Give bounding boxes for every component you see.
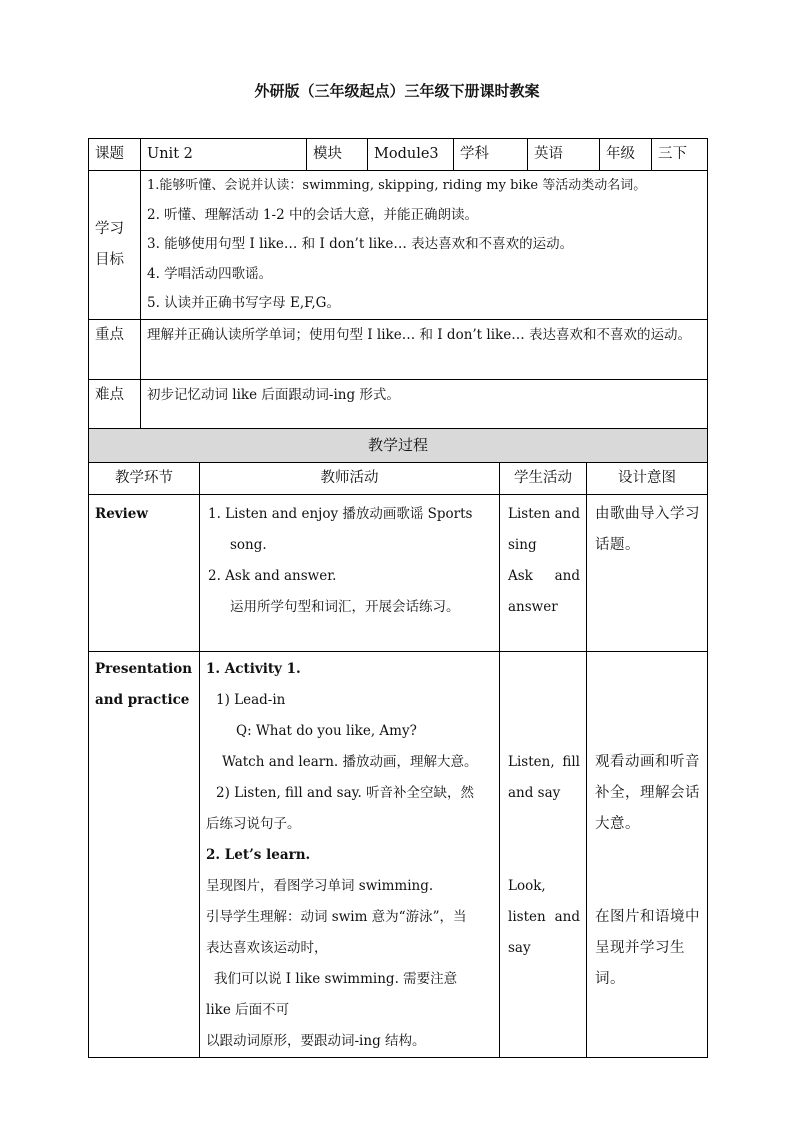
column-header-teacher: 教师活动 — [200, 463, 500, 495]
grade-label: 年级 — [600, 139, 652, 171]
objectives-label: 学习目标 — [95, 220, 124, 268]
stage-line: Presentation — [95, 661, 193, 677]
teacher-line: 后练习说句子。 — [206, 816, 301, 832]
subject-value: 英语 — [528, 139, 600, 171]
teacher-line: like 后面不可 — [206, 1002, 290, 1018]
stage-presentation — [89, 652, 200, 1058]
student-word: and — [554, 568, 580, 584]
objective-item: 2. 听懂、理解活动 1-2 中的会话大意，并能正确朗读。 — [147, 206, 478, 223]
objectives-list — [141, 171, 708, 320]
teacher-line: 2. Ask and answer. — [208, 568, 337, 584]
teacher-line: 1. Activity 1. — [206, 661, 301, 677]
objective-item: 3. 能够使用句型 I like… 和 I don’t like… 表达喜欢和不喜欢的运动。 — [147, 236, 574, 252]
key-points-label: 重点 — [89, 319, 141, 379]
stage-line: and practice — [95, 692, 190, 708]
column-header-intent: 设计意图 — [587, 463, 708, 495]
key-points-text: 理解并正确认读所学单词；使用句型 I like… 和 I don’t like… 表达喜欢和不喜欢的运动。 — [141, 319, 708, 379]
student-word: Ask — [508, 568, 533, 584]
student-word: Look, — [508, 878, 546, 894]
teacher-activity-presentation — [200, 652, 500, 1058]
student-word: Listen — [508, 506, 551, 522]
student-word: fill — [562, 754, 580, 770]
topic-value: Unit 2 — [141, 139, 307, 171]
stage-review: Review — [89, 495, 200, 652]
teacher-line: 运用所学句型和词汇，开展会话练习。 — [230, 599, 460, 615]
intent-text: 在图片和语境中呈现并学习生词。 — [595, 909, 700, 987]
module-label: 模块 — [307, 139, 368, 171]
student-activity-review — [500, 495, 587, 652]
teacher-line: 1) Lead-in — [216, 692, 286, 708]
student-word: Listen, — [508, 754, 555, 770]
teacher-line: song. — [230, 537, 267, 553]
teacher-line: 表达喜欢该运动时， — [206, 940, 328, 956]
teacher-line: 我们可以说 I like swimming. 需要注意 — [214, 971, 458, 987]
difficulties-label: 难点 — [89, 379, 141, 428]
student-word: and — [554, 909, 580, 925]
process-table — [88, 428, 708, 1058]
grade-value: 三下 — [652, 139, 708, 171]
lesson-info-table — [88, 138, 708, 429]
student-word: answer — [508, 599, 558, 615]
column-header-stage: 教学环节 — [89, 463, 200, 495]
student-word: listen — [508, 909, 546, 925]
student-word: say — [508, 940, 531, 956]
objective-item: 4. 学唱活动四歌谣。 — [147, 265, 273, 282]
teacher-line: 1. Listen and enjoy 播放动画歌谣 Sports — [208, 506, 473, 522]
teacher-line: 2) Listen, fill and say. 听音补全空缺，然 — [216, 785, 475, 801]
teacher-line: Q: What do you like, Amy? — [236, 723, 417, 739]
intent-text: 观看动画和听音补全，理解会话大意。 — [595, 754, 700, 832]
teacher-line: 引导学生理解：动词 swim 意为“游泳”，当 — [206, 909, 467, 925]
intent-presentation — [587, 652, 708, 1058]
student-word: and — [554, 506, 580, 522]
table-row — [89, 495, 708, 652]
student-word: and say — [508, 785, 561, 801]
teacher-line: 呈现图片，看图学习单词 swimming. — [206, 878, 434, 894]
module-value: Module3 — [368, 139, 454, 171]
table-row — [89, 652, 708, 1058]
teacher-line: 以跟动词原形，要跟动词-ing 结构。 — [206, 1033, 426, 1049]
column-header-student: 学生活动 — [500, 463, 587, 495]
objective-item: 1.能够听懂、会说并认读：swimming, skipping, riding my bike 等活动类动名词。 — [147, 178, 647, 193]
student-word: sing — [508, 537, 537, 553]
subject-label: 学科 — [454, 139, 528, 171]
student-activity-presentation — [500, 652, 587, 1058]
teacher-line: Watch and learn. 播放动画，理解大意。 — [222, 754, 478, 770]
difficulties-text: 初步记忆动词 like 后面跟动词-ing 形式。 — [141, 379, 708, 428]
teacher-line: 2. Let’s learn. — [206, 847, 311, 863]
page-title: 外研版（三年级起点）三年级下册课时教案 — [254, 82, 540, 100]
intent-review: 由歌曲导入学习话题。 — [587, 495, 708, 652]
objective-item: 5. 认读并正确书写字母 E,F,G。 — [147, 295, 340, 311]
teacher-activity-review — [200, 495, 500, 652]
process-title: 教学过程 — [89, 429, 708, 463]
topic-label: 课题 — [89, 139, 141, 171]
